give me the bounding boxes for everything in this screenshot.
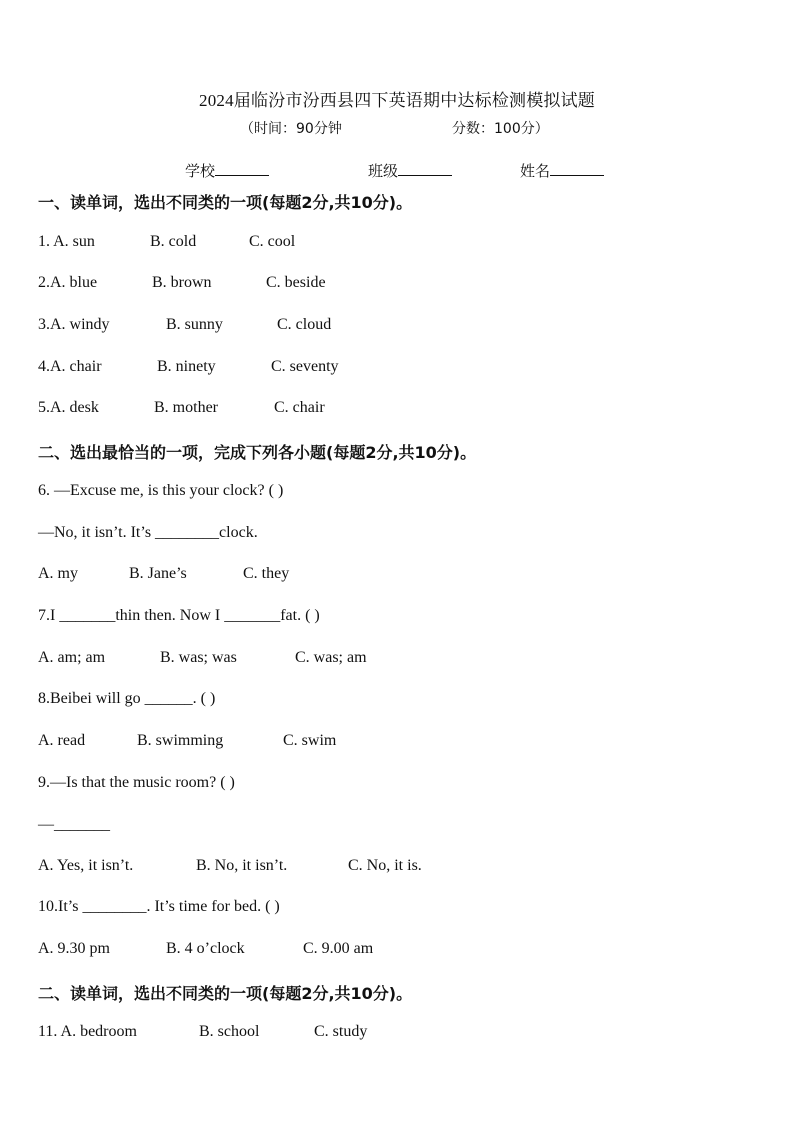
- option-a: 11. A. bedroom: [38, 1023, 137, 1040]
- school-field: [185, 160, 269, 181]
- question-6-options: [38, 565, 289, 583]
- exam-title: 2024届临汾市汾西县四下英语期中达标检测模拟试题: [199, 91, 595, 110]
- option-b: B. brown: [152, 274, 212, 291]
- question-8-options: [38, 732, 336, 750]
- option-a: A. 9.30 pm: [38, 940, 110, 957]
- question-5: [38, 399, 325, 417]
- class-label: 班级: [368, 162, 399, 180]
- question-1: [38, 233, 295, 251]
- option-b: B. mother: [154, 399, 218, 416]
- question-4: [38, 358, 339, 376]
- option-a: A. am; am: [38, 649, 106, 666]
- option-b: B. school: [199, 1023, 260, 1040]
- option-a: 5.A. desk: [38, 399, 99, 416]
- option-c: C. was; am: [295, 649, 367, 666]
- option-c: C. chair: [274, 399, 325, 416]
- option-a: 1. A. sun: [38, 233, 95, 250]
- exam-score: 分数：100分）: [452, 121, 549, 137]
- school-blank[interactable]: [215, 161, 269, 176]
- school-label: 学校: [185, 162, 216, 180]
- question-6-stem: 6. —Excuse me, is this your clock? ( ): [38, 482, 284, 499]
- option-a: 3.A. windy: [38, 316, 110, 333]
- option-c: C. No, it is.: [348, 857, 422, 874]
- option-b: B. ninety: [157, 358, 216, 375]
- question-9-stem: 9.—Is that the music room? ( ): [38, 774, 235, 791]
- question-9-options: [38, 857, 422, 875]
- option-a: 4.A. chair: [38, 358, 102, 375]
- section-heading: 二、选出最恰当的一项，完成下列各小题(每题2分,共10分)。: [38, 443, 477, 462]
- question-10-stem: 10.It’s ________. It’s time for bed. ( ): [38, 898, 280, 915]
- class-field: [368, 160, 452, 181]
- option-a: A. my: [38, 565, 78, 582]
- question-7-options: [38, 649, 367, 667]
- option-b: B. was; was: [160, 649, 237, 666]
- option-c: C. seventy: [271, 358, 339, 375]
- option-a: A. Yes, it isn’t.: [38, 857, 134, 874]
- question-7-stem: 7.I _______thin then. Now I _______fat. ( ): [38, 607, 320, 624]
- name-blank[interactable]: [550, 161, 604, 176]
- exam-time: （时间：90分钟: [240, 121, 342, 137]
- question-6-reply: —No, it isn’t. It’s ________clock.: [38, 524, 258, 541]
- option-b: B. sunny: [166, 316, 223, 333]
- option-c: C. swim: [283, 732, 337, 749]
- question-10-options: [38, 940, 373, 958]
- class-blank[interactable]: [398, 161, 452, 176]
- question-9-reply: —_______: [38, 816, 110, 833]
- option-c: C. beside: [266, 274, 326, 291]
- option-a: A. read: [38, 732, 86, 749]
- section-heading: 二、读单词，选出不同类的一项(每题2分,共10分)。: [38, 984, 413, 1003]
- question-3: [38, 316, 331, 334]
- option-b: B. cold: [150, 233, 197, 250]
- question-2: [38, 274, 326, 292]
- option-c: C. cool: [249, 233, 296, 250]
- question-8-stem: 8.Beibei will go ______. ( ): [38, 690, 216, 707]
- option-b: B. 4 o’clock: [166, 940, 245, 957]
- option-a: 2.A. blue: [38, 274, 98, 291]
- option-b: B. swimming: [137, 732, 224, 749]
- option-c: C. they: [243, 565, 290, 582]
- name-field: [520, 160, 604, 181]
- option-c: C. 9.00 am: [303, 940, 374, 957]
- name-label: 姓名: [520, 162, 551, 180]
- option-b: B. Jane’s: [129, 565, 187, 582]
- option-b: B. No, it isn’t.: [196, 857, 288, 874]
- option-c: C. cloud: [277, 316, 332, 333]
- question-11: [38, 1023, 367, 1041]
- option-c: C. study: [314, 1023, 368, 1040]
- section-heading: 一、读单词，选出不同类的一项(每题2分,共10分)。: [38, 193, 413, 212]
